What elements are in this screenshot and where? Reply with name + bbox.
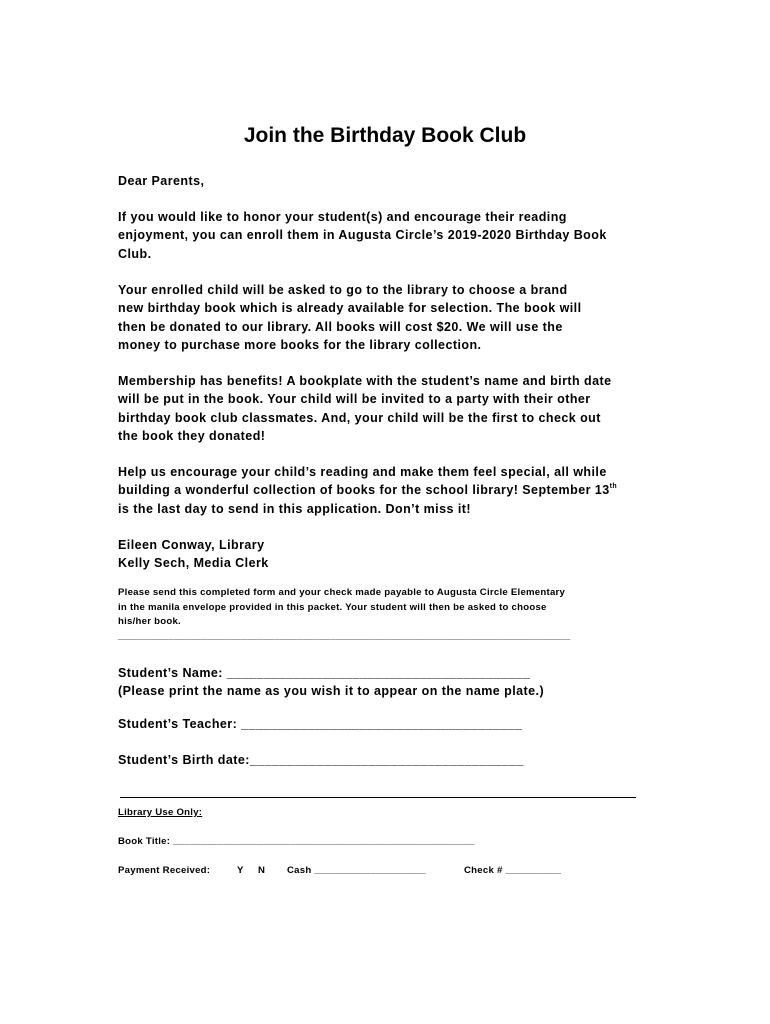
library-heading: Library Use Only:: [118, 807, 203, 818]
paragraph-line: Help us encourage your child’s reading and make them feel special, all while: [118, 465, 607, 479]
separator-line: _________________________________________________________________________________: [118, 630, 571, 642]
paragraph-line: birthday book club classmates. And, your child will be the first to check out: [118, 410, 601, 425]
paragraph-line: will be put in the book. Your child will be invited to a party with their other: [118, 392, 591, 407]
page-title: Join the Birthday Book Club: [243, 124, 527, 147]
student-teacher-field[interactable]: [118, 715, 678, 733]
paragraph-line: money to purchase more books for the library collection.: [118, 337, 482, 352]
signature-line: Kelly Sech, Media Clerk: [118, 556, 269, 571]
paragraph-line: Membership has benefits! A bookplate with the student’s name and birth date: [118, 374, 612, 388]
signature-block: [118, 536, 678, 573]
paragraph-line: Club.: [118, 246, 152, 261]
paragraph-line: Your enrolled child will be asked to go to the library to choose a brand: [118, 283, 568, 297]
paragraph-line: [118, 481, 678, 499]
birth-date-label[interactable]: Student’s Birth date:_____________________________________: [118, 753, 524, 767]
student-name-field[interactable]: [118, 664, 678, 701]
student-name-label[interactable]: Student’s Name: _________________________________________: [118, 666, 531, 680]
instruction-line: in the manila envelope provided in this packet. Your student will then be asked to choose: [118, 601, 547, 613]
check-number-field[interactable]: Check # __________: [464, 865, 562, 876]
paragraph-line: is the last day to send in this application. Don’t miss it!: [118, 501, 471, 516]
paragraph-book-selection: [118, 281, 678, 354]
payment-yes-option[interactable]: Y: [237, 865, 244, 876]
student-name-note: (Please print the name as you wish it to appear on the name plate.): [118, 684, 545, 699]
student-birth-date-field[interactable]: [118, 751, 678, 769]
signature-line: Eileen Conway, Library: [118, 538, 265, 552]
paragraph-line: the book they donated!: [118, 428, 266, 443]
section-divider: [120, 797, 636, 798]
teacher-label[interactable]: Student’s Teacher: ______________________________________: [118, 717, 523, 731]
paragraph-line: enjoyment, you can enroll them in Augusta Circle’s 2019-2020 Birthday Book: [118, 228, 607, 243]
paragraph-benefits: [118, 372, 678, 445]
salutation: [118, 172, 678, 190]
deadline-text: building a wonderful collection of books for the school library! September 13: [118, 483, 610, 498]
instructions: [118, 586, 570, 644]
cash-field[interactable]: Cash ____________________: [287, 865, 427, 876]
salutation-text: Dear Parents,: [118, 174, 205, 188]
paragraph-intro: [118, 208, 678, 263]
paragraph-line: then be donated to our library. All books will cost $20. We will use the: [118, 319, 563, 334]
payment-no-option[interactable]: N: [258, 865, 266, 876]
book-title-field[interactable]: Book Title: ______________________________________________________: [118, 836, 475, 847]
paragraph-line: If you would like to honor your student(s) and encourage their reading: [118, 210, 567, 224]
payment-label: Payment Received:: [118, 865, 211, 876]
ordinal-suffix: th: [609, 483, 618, 491]
paragraph-deadline: [118, 463, 678, 518]
instruction-line: his/her book.: [118, 616, 181, 627]
instruction-line: Please send this completed form and your check made payable to Augusta Circle Elementary: [118, 587, 566, 598]
paragraph-line: new birthday book which is already available for selection. The book will: [118, 301, 582, 316]
